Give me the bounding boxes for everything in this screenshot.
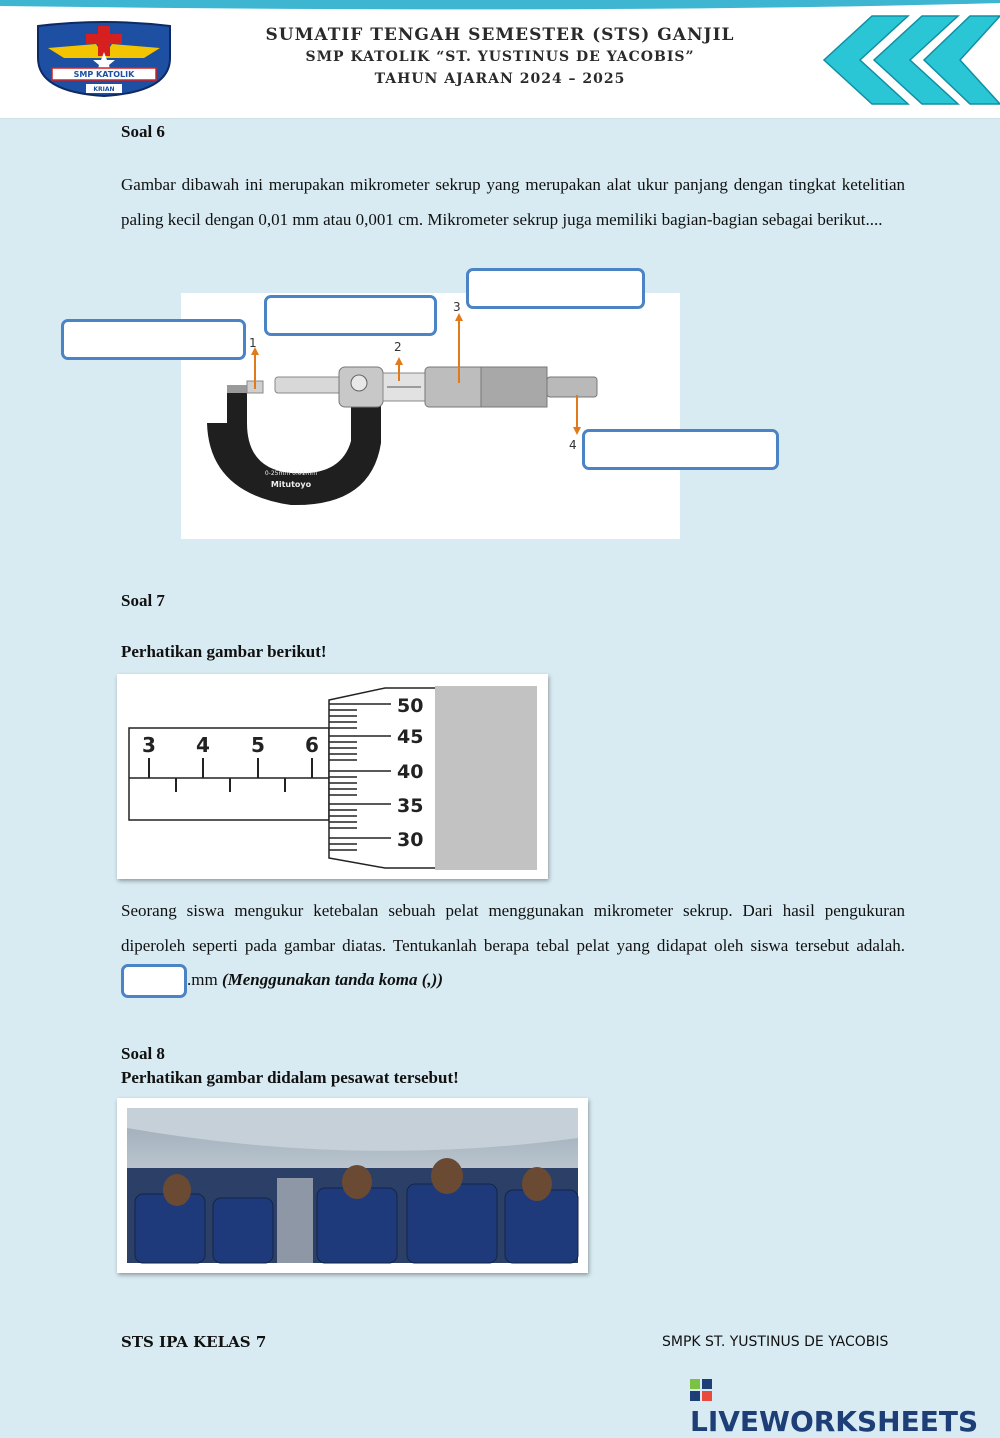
soal7-hint: (Menggunakan tanda koma (,)) [221, 970, 443, 989]
svg-text:1: 1 [249, 336, 257, 350]
airplane-cabin-photo [117, 1098, 588, 1273]
soal8-subtitle: Perhatikan gambar didalam pesawat tersebut! [121, 1068, 459, 1087]
svg-text:2: 2 [394, 340, 402, 354]
soal6-answer-4-input[interactable] [582, 429, 779, 470]
header-title-line1: SUMATIF TENGAH SEMESTER (STS) GANJIL [265, 25, 735, 45]
header-title-line2: SMP KATOLIK “ST. YUSTINUS DE YACOBIS” [305, 49, 695, 65]
header-swoosh-decoration [0, 0, 1000, 12]
header-title-block [180, 24, 820, 90]
svg-text:40: 40 [397, 761, 424, 783]
soal6-answer-1-input[interactable] [61, 319, 246, 360]
svg-text:4: 4 [569, 438, 577, 452]
svg-text:50: 50 [397, 695, 424, 717]
svg-text:0-25mm 0.01mm: 0-25mm 0.01mm [264, 470, 318, 477]
svg-text:35: 35 [397, 795, 424, 817]
svg-text:KRIAN: KRIAN [93, 86, 115, 93]
footer-subject: STS IPA KELAS 7 [121, 1333, 267, 1351]
chevron-decoration-icon [812, 14, 1000, 106]
svg-text:3: 3 [142, 733, 156, 757]
liveworksheets-label: LIVEWORKSHEETS [690, 1405, 979, 1438]
school-crest-icon [34, 18, 174, 98]
soal8-title: Soal 8 [121, 1044, 165, 1063]
svg-text:5: 5 [251, 733, 265, 757]
footer-school: SMPK ST. YUSTINUS DE YACOBIS [662, 1334, 889, 1350]
soal7-unit: .mm [187, 970, 218, 989]
soal6-answer-2-input[interactable] [264, 295, 437, 336]
soal7-answer-input[interactable] [121, 964, 187, 998]
svg-text:4: 4 [196, 733, 210, 757]
soal7-subtitle: Perhatikan gambar berikut! [121, 642, 327, 661]
soal7-title: Soal 7 [121, 591, 165, 610]
svg-text:3: 3 [453, 300, 461, 314]
page-header [0, 0, 1000, 119]
soal6-title: Soal 6 [121, 122, 165, 141]
micrometer-reading-image [117, 674, 548, 879]
micrometer-scale-diagram [117, 674, 548, 879]
liveworksheets-logo-icon [690, 1379, 712, 1401]
soal7-question-text: Seorang siswa mengukur ketebalan sebuah pelat menggunakan mikrometer sekrup. Dari hasil pengukuran diperoleh seperti pada gambar diatas. Tentukanlah berapa tebal pelat yang didapat oleh siswa tersebut adalah. [121, 901, 905, 955]
airplane-cabin-image [117, 1098, 588, 1273]
soal6-text: Gambar dibawah ini merupakan mikrometer sekrup yang merupakan alat ukur panjang dengan tingkat ketelitian paling kecil dengan 0,01 mm atau 0,001 cm. Mikrometer sekrup juga memiliki bagian-bagian sebagai berikut.... [121, 175, 905, 229]
svg-text:30: 30 [397, 829, 424, 851]
header-title-line3: TAHUN AJARAN 2024 – 2025 [374, 71, 626, 87]
svg-text:6: 6 [305, 733, 319, 757]
soal7-question [121, 894, 905, 998]
svg-text:Mitutoyo: Mitutoyo [270, 480, 312, 489]
soal6-answer-3-input[interactable] [466, 268, 645, 309]
svg-text:SMP KATOLIK: SMP KATOLIK [73, 70, 135, 79]
svg-text:45: 45 [397, 726, 424, 748]
liveworksheets-brand[interactable] [690, 1372, 1000, 1438]
